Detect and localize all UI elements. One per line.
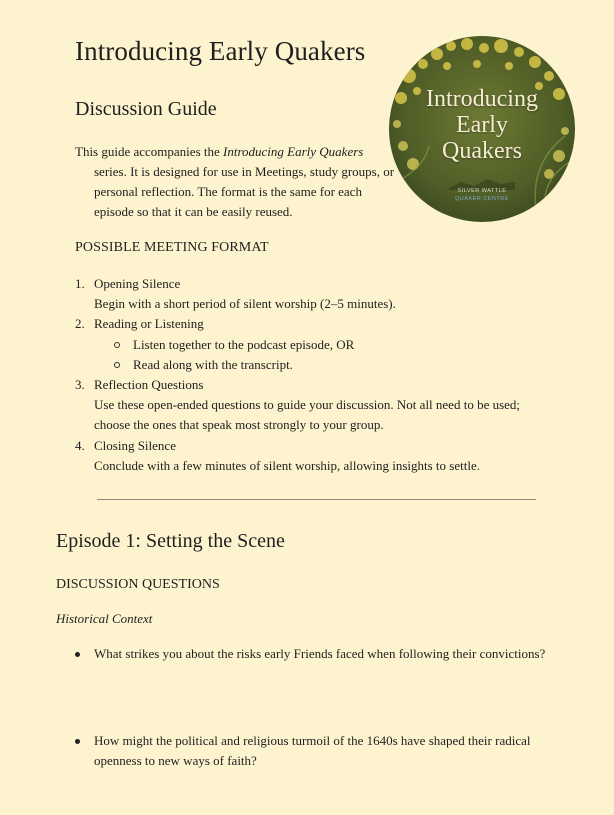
horizontal-divider — [97, 499, 536, 500]
logo-org-line2: QUAKER CENTRE — [455, 196, 509, 202]
episode-title: Episode 1: Setting the Scene — [56, 530, 285, 552]
logo-title-line2: Early — [456, 112, 508, 138]
step-number: 1. — [75, 276, 85, 291]
step-number: 2. — [75, 316, 85, 332]
step-number: 4. — [75, 437, 85, 453]
logo-title — [389, 86, 575, 164]
section-heading: Historical Context — [56, 611, 153, 626]
podcast-logo — [389, 36, 575, 222]
step-item — [75, 314, 545, 375]
logo-title-line3: Quakers — [442, 138, 522, 164]
subitem: Listen together to the podcast episode, OR — [94, 335, 545, 355]
step-title: Reflection Questions — [94, 377, 204, 393]
logo-title-line1: Introducing — [426, 86, 538, 112]
logo-org-line1: SILVER WATTLE — [457, 188, 507, 194]
step-title: Reading or Listening — [94, 316, 204, 332]
meeting-format-heading: POSSIBLE MEETING FORMAT — [75, 240, 269, 255]
step-number: 3. — [75, 377, 85, 393]
meeting-format-steps — [75, 274, 545, 476]
step-body: Conclude with a few minutes of silent worship, allowing insights to settle. — [94, 457, 480, 473]
step-item — [75, 274, 545, 314]
intro-paragraph — [75, 142, 399, 222]
question-item: What strikes you about the risks early Friends faced when following their convictions? — [75, 644, 564, 664]
step-title: Opening Silence — [94, 276, 181, 291]
question-item: How might the political and religious turmoil of the 1640s have shaped their radical openness to new ways of faith? — [75, 731, 564, 771]
intro-series-name: Introducing Early Quakers — [223, 144, 364, 159]
step-body: Use these open-ended questions to guide your discussion. Not all need to be used; choose the ones that speak most strongly to your group. — [94, 397, 521, 433]
step-item — [75, 436, 545, 476]
step-body: Begin with a short period of silent worship (2–5 minutes). — [94, 296, 396, 312]
step-title: Closing Silence — [94, 437, 176, 453]
step-subitems — [94, 335, 545, 375]
step-item — [75, 375, 545, 436]
subitem: Read along with the transcript. — [94, 355, 545, 375]
intro-text-before: This guide accompanies the — [75, 144, 224, 159]
page-subtitle: Discussion Guide — [75, 98, 217, 120]
intro-text-after: series. It is designed for use in Meetings, study groups, or personal reflection. The format is the same for each episode so that it can be easily reused. — [94, 164, 395, 219]
discussion-questions-heading: DISCUSSION QUESTIONS — [56, 577, 220, 592]
page-title: Introducing Early Quakers — [75, 36, 366, 66]
